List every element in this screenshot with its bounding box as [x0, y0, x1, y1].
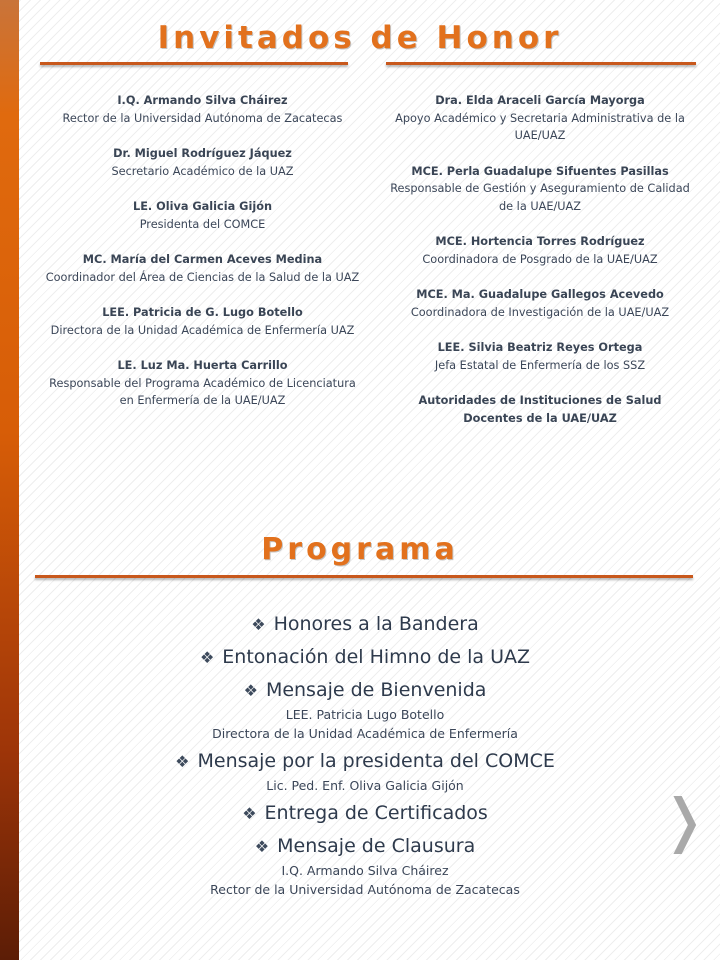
program-item — [40, 676, 690, 743]
diamond-bullet-icon: ❖ — [199, 648, 215, 667]
program-item — [40, 610, 690, 639]
guest-role-line: Coordinadora de Investigación de la UAE/UAZ — [410, 305, 670, 319]
program-item-detail: I.Q. Armando Silva Cháirez — [281, 863, 449, 878]
honor-guests-title: Invitados de Honor — [157, 20, 563, 56]
guest-role — [370, 110, 710, 145]
guest-entry — [30, 251, 375, 286]
guest-entry — [30, 304, 375, 339]
program-item-label: Entonación del Himno de la UAZ — [222, 646, 531, 668]
program-item-title — [40, 643, 690, 672]
program-item — [40, 832, 690, 899]
guest-name: Dr. Miguel Rodríguez Jáquez — [113, 147, 292, 160]
guest-role-line: Presidenta del COMCE — [139, 217, 266, 231]
guest-role-line: de la UAE/UAZ — [498, 199, 582, 213]
guest-role — [30, 269, 375, 287]
guest-role-line: Jefa Estatal de Enfermería de los SSZ — [434, 358, 646, 372]
guest-entry — [30, 92, 375, 127]
guest-name: LEE. Silvia Beatriz Reyes Ortega — [437, 341, 643, 354]
teachers-line: Docentes de la UAE/UAZ — [463, 411, 617, 425]
program-list — [40, 610, 690, 903]
program-item-label: Mensaje de Bienvenida — [265, 679, 487, 701]
diamond-bullet-icon: ❖ — [251, 615, 266, 634]
guest-role — [30, 216, 375, 234]
guest-role — [370, 357, 710, 375]
guest-role-line: Apoyo Académico y Secretaria Administrativa de la — [395, 111, 685, 125]
guest-role — [30, 322, 375, 340]
left-guest-column — [30, 92, 375, 428]
program-item-title — [40, 799, 690, 828]
program-item-label: Mensaje de Clausura — [277, 835, 476, 857]
program-item-title — [40, 832, 690, 861]
orange-sidebar-bar — [0, 0, 19, 960]
guest-role-line: Rector de la Universidad Autónoma de Zacatecas — [62, 111, 343, 125]
guest-entry — [370, 339, 710, 374]
program-item — [40, 643, 690, 672]
diamond-bullet-icon: ❖ — [242, 804, 257, 823]
program-item-title — [40, 676, 690, 705]
guest-entry — [370, 233, 710, 268]
program-item-title — [40, 610, 690, 639]
program-title: Programa — [261, 532, 459, 567]
guest-role-line: Secretario Académico de la UAZ — [111, 164, 294, 178]
guest-name: LE. Oliva Galicia Gijón — [133, 200, 272, 213]
guest-entry — [370, 163, 710, 216]
guest-role-line: Responsable del Programa Académico de Licenciatura — [49, 376, 356, 390]
guest-role — [30, 110, 375, 128]
diamond-bullet-icon: ❖ — [243, 681, 258, 700]
diamond-bullet-icon: ❖ — [254, 837, 270, 856]
guest-name: MCE. Ma. Guadalupe Gallegos Acevedo — [416, 288, 664, 301]
program-item-label: Entrega de Certificados — [264, 802, 488, 824]
guest-name: MCE. Hortencia Torres Rodríguez — [435, 235, 645, 248]
guest-role-line: Directora de la Unidad Académica de Enfermería UAZ — [50, 323, 355, 337]
guest-role-line: en Enfermería de la UAE/UAZ — [119, 394, 286, 407]
guest-name: MC. María del Carmen Aceves Medina — [82, 253, 323, 266]
program-item-label: Honores a la Bandera — [273, 613, 479, 635]
honor-title-rule-left — [40, 62, 348, 65]
program-item-detail: Lic. Ped. Enf. Oliva Galicia Gijón — [266, 778, 464, 793]
guest-name: MCE. Perla Guadalupe Sifuentes Pasillas — [411, 164, 669, 178]
chevron-right-icon[interactable]: ❭ — [660, 786, 709, 854]
program-item-label: Mensaje por la presidenta del COMCE — [197, 750, 555, 772]
diamond-bullet-icon: ❖ — [175, 752, 190, 771]
guest-entry — [30, 145, 375, 180]
guest-name: LEE. Patricia de G. Lugo Botello — [102, 306, 303, 319]
program-item — [40, 799, 690, 828]
guest-entry — [30, 198, 375, 233]
guest-role-line: Responsable de Gestión y Aseguramiento de Calidad — [390, 182, 690, 195]
honor-title-rule-right — [386, 62, 696, 65]
authorities-line: Autoridades de Instituciones de Salud — [418, 394, 662, 407]
guest-entry — [30, 357, 375, 410]
program-item — [40, 747, 690, 795]
guest-role — [30, 163, 375, 181]
guest-name: LE. Luz Ma. Huerta Carrillo — [117, 359, 288, 372]
program-item-title — [40, 747, 690, 776]
guest-name: I.Q. Armando Silva Cháirez — [117, 94, 288, 107]
guest-role — [370, 251, 710, 269]
guest-role — [370, 304, 710, 322]
guest-role-line: UAE/UAZ — [514, 129, 566, 142]
guest-role-line: Coordinadora de Posgrado de la UAE/UAZ — [422, 252, 658, 266]
program-item-detail: LEE. Patricia Lugo Botello — [285, 707, 445, 722]
program-item-detail: Directora de la Unidad Académica de Enfermería — [212, 726, 518, 741]
program-title-rule — [35, 575, 693, 578]
program-item-detail: Rector de la Universidad Autónoma de Zacatecas — [210, 882, 520, 897]
guest-name: Dra. Elda Araceli García Mayorga — [435, 94, 645, 107]
guest-role-line: Coordinador del Área de Ciencias de la Salud de la UAZ — [45, 270, 360, 284]
guest-entry — [370, 92, 710, 145]
right-guest-column — [370, 92, 710, 427]
guest-entry — [370, 286, 710, 321]
guest-role — [30, 375, 375, 410]
guest-role — [370, 180, 710, 215]
